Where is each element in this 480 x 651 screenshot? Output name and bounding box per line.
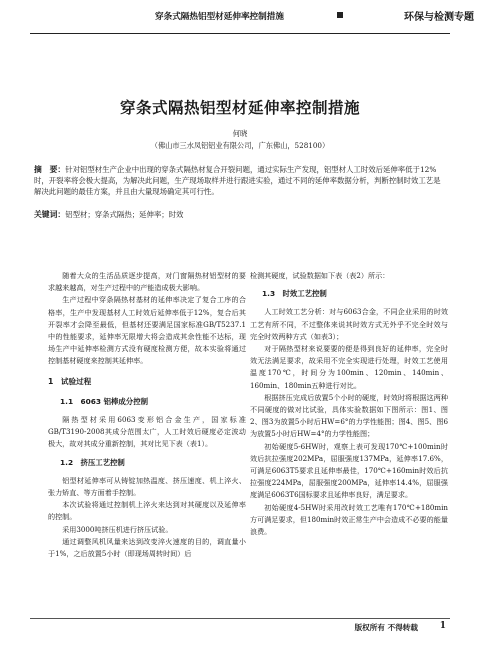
- abstract: [34, 164, 446, 197]
- abstract-label: 摘 要：: [34, 165, 66, 174]
- paragraph: 通过调整风机风量来达到改变淬火速度的目的，调直量小于1%，之后放置5小时（即现场周转时间）后: [48, 536, 246, 559]
- article-affiliation: （佛山市三水凤铝铝业有限公司，广东佛山，528100）: [150, 141, 330, 150]
- paragraph: 初始硬度5-6HW时，观察上表可发现170℃+100min时效后抗拉强度202MPa，屈服强度137MPa，延伸率17.6%，可满足6063T5要求且延伸率最佳，170℃+160min时效后抗拉强度224MPa，屈服强度200MPa，延伸率14.4%，屈服强度满足6063T6国标要求且延伸率良好，满足要求。: [250, 441, 448, 500]
- abstract-text: 针对铝型材生产企业中出现的穿条式隔热材复合开裂问题，通过实际生产发现，铝型材人工时效后延伸率低于12%时，开裂率将会极大提高，为解决此问题，生产现场取样并进行跟进实验，通过不同的延伸率数据分析，判断控制时效工艺是解决此问题的最佳方案，并且由大量现场确定其可行性。: [34, 165, 441, 196]
- paragraph: 生产过程中穿条隔热材基材的延伸率决定了复合工序的合格率，生产中发现基材人工时效后延伸率低于12%，复合后其开裂率才会降至最低，但基材还要满足国家标准GB/T5237.1中的性能要求，延伸率无限增大将会造成其余性能不达标，现场生产中延伸率检测方式没有硬度检测方便，故本实验将通过控制基材硬度来控制其延伸率。: [48, 295, 246, 366]
- paragraph: 根据挤压完成后放置5个小时的硬度，时效时将根据这两种不同硬度的做对比试验，具体实验数据如下图所示：图1、图2、图3为放置5小时后HW=6°的力学性能图；图4、图5、图6为放置5小时后HW=4°的力学性能图；: [250, 392, 448, 439]
- paragraph: 对于隔热型材来说要要的便是得到良好的延伸率，完全时效无法满足要求，故采用不完全实现进行处理，时效工艺使用温度170℃，时间分为100min、120min、140min、160min、180min五种进行对比。: [250, 344, 448, 390]
- page-number: 1: [439, 621, 446, 631]
- subsection-heading: 1.1 6063 铝棒成分控制: [60, 396, 148, 406]
- subsection-heading: 1.3 时效工艺控制: [262, 289, 327, 299]
- footer-copyright: 版权所有 不得转载: [354, 623, 418, 632]
- keywords-text: 铝型材；穿条式隔热；延伸率；时效: [65, 210, 184, 219]
- article-author: 何晓: [232, 129, 248, 138]
- section-heading: 1 试验过程: [48, 376, 92, 386]
- header-journal-title: 穿条式隔热铝型材延伸率控制措施: [155, 12, 284, 22]
- header-column-name: 环保与检测专题: [404, 12, 474, 23]
- paragraph: 铝型材延伸率可从铸锭加热温度、挤压速度、机上淬火、张力矫直、等方面着手控制。: [48, 475, 246, 498]
- paragraph: 初始硬度4-5HW时采用改时效工艺唯有170℃+180min方可满足要求，但180min时效正常生产中会造成不必要的能量浪费。: [250, 502, 448, 537]
- right-column: [250, 270, 448, 538]
- paragraph: 随着大众的生活品质逐步提高，对门窗隔热材铝型材的要求越来越高，对生产过程中的产能造成极大影响。: [48, 271, 246, 293]
- subsection-heading: 1.2 挤压工艺控制: [60, 457, 125, 467]
- paragraph: 隔热型材采用6063变形铝合金生产，国家标准GB/T3190-2008其成分范围太广，人工时效后硬度必定波动极大，故对其成分重新控制，其对比见下表（表1）。: [48, 415, 246, 449]
- paragraph: 采用3000吨挤压机进行挤压试验。: [62, 524, 173, 534]
- paragraph: 本次试验将通过控制机上淬火来达到对其硬度以及延伸率的控制。: [48, 500, 246, 522]
- keywords-label: 关键词：: [34, 210, 66, 219]
- article-title: 穿条式隔热铝型材延伸率控制措施: [119, 98, 360, 117]
- paragraph: 检测其硬度，试验数据如下表（表2）所示：: [250, 271, 390, 280]
- keywords: [34, 209, 446, 220]
- header-divider-square-icon: [337, 12, 343, 18]
- left-column: [48, 270, 246, 560]
- paragraph: 人工时效工艺分析：对与6063合金，不同企业采用的时效工艺有所不同，不过整体来说其时效方式无外乎不完全时效与完全时效两种方式（如表3）；: [250, 307, 448, 341]
- footer-rule: [30, 618, 450, 619]
